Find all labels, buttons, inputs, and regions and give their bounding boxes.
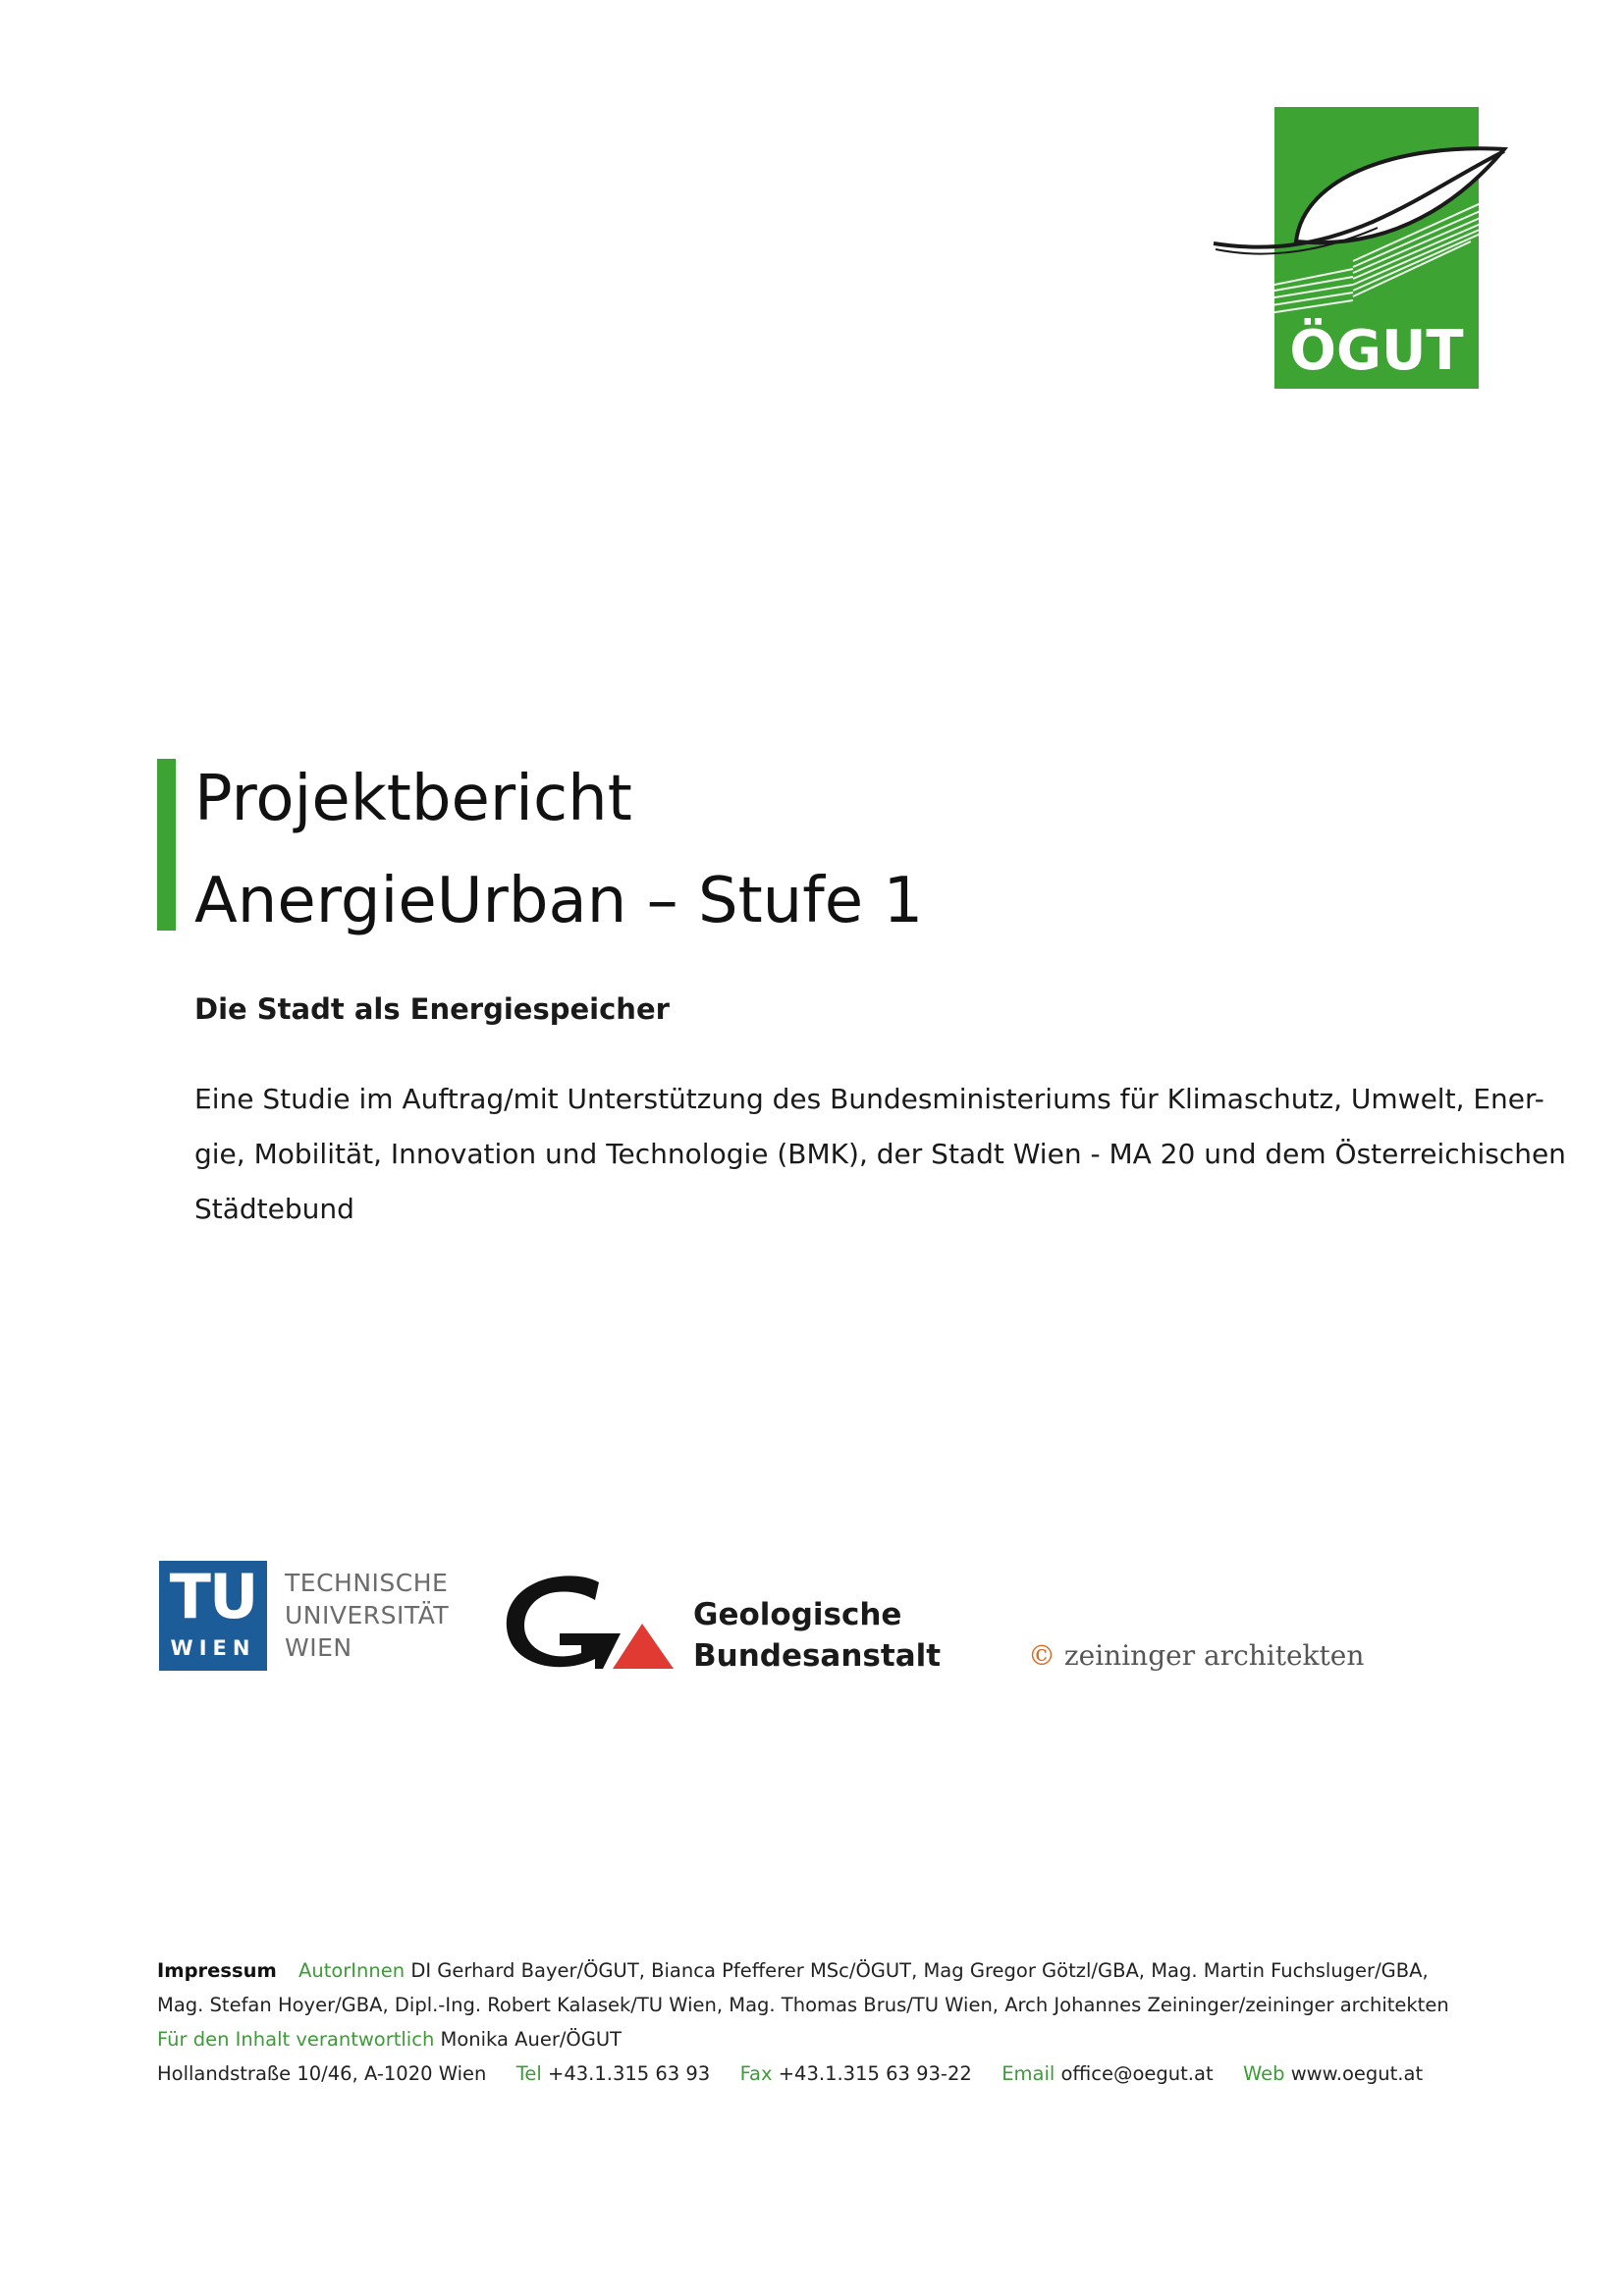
tu-wien-letters: TU — [169, 1561, 257, 1632]
tu-wien-name-line-2: UNIVERSITÄT — [285, 1601, 450, 1629]
gba-mark-icon — [505, 1575, 681, 1673]
impressum — [157, 1953, 1532, 2091]
tu-wien-mark — [159, 1561, 267, 1671]
authors-line-2: Mag. Stefan Hoyer/GBA, Dipl.-Ing. Robert Kalasek/TU Wien, Mag. Thomas Brus/TU Wien, Arch Johannes Zeininger/zeininger architekten — [157, 1994, 1449, 2016]
page-title — [194, 748, 923, 952]
impressum-line-3 — [157, 2022, 1532, 2056]
address: Hollandstraße 10/46, A-1020 Wien — [157, 2062, 487, 2085]
fax-value: +43.1.315 63 93-22 — [778, 2062, 972, 2085]
responsible-label: Für den Inhalt verantwortlich — [157, 2028, 435, 2051]
web-label: Web — [1243, 2062, 1285, 2085]
intro-line-1: Eine Studie im Auftrag/mit Unterstützung des Bundesministeriums für Klimaschutz, Umwelt, Ener- — [194, 1083, 1544, 1115]
zeininger-logo — [1028, 1639, 1364, 1673]
email-link[interactable]: office@oegut.at — [1060, 2062, 1214, 2085]
tu-wien-name — [285, 1567, 449, 1664]
fax-label: Fax — [739, 2062, 773, 2085]
web-link[interactable]: www.oegut.at — [1290, 2062, 1424, 2085]
email-label: Email — [1001, 2062, 1056, 2085]
gba-name — [693, 1594, 941, 1677]
intro-line-3: Städtebund — [194, 1193, 354, 1225]
tu-wien-name-line-3: WIEN — [285, 1633, 352, 1662]
responsible-value: Monika Auer/ÖGUT — [440, 2028, 623, 2051]
gba-name-line-1: Geologische — [693, 1597, 902, 1632]
authors-line-1: DI Gerhard Bayer/ÖGUT, Bianca Pfefferer MSc/ÖGUT, Mag Gregor Götzl/GBA, Mag. Martin Fuchsluger/GBA, — [410, 1959, 1429, 1982]
tel-label: Tel — [515, 2062, 542, 2085]
tu-wien-logo — [157, 1561, 452, 1679]
tu-wien-sub: WIEN — [170, 1636, 256, 1660]
title-accent-bar — [157, 759, 176, 931]
zeininger-name: zeininger architekten — [1063, 1639, 1365, 1672]
copyright-symbol: © — [1028, 1639, 1056, 1672]
intro-line-2: gie, Mobilität, Innovation und Technologie (BMK), der Stadt Wien - MA 20 und dem Österreichischen — [194, 1138, 1566, 1170]
gba-logo — [505, 1575, 942, 1682]
tel-value: +43.1.315 63 93 — [547, 2062, 711, 2085]
tu-wien-name-line-1: TECHNISCHE — [285, 1569, 449, 1597]
impressum-line-1 — [157, 1953, 1532, 1988]
title-line-1: Projektbericht — [194, 763, 632, 835]
intro-paragraph — [194, 1072, 1566, 1237]
impressum-contact-line — [157, 2056, 1532, 2091]
authors-label: AutorInnen — [298, 1959, 406, 1982]
oegut-logo — [1206, 104, 1511, 389]
title-line-2: AnergieUrban – Stufe 1 — [194, 865, 924, 937]
gba-name-line-2: Bundesanstalt — [693, 1638, 942, 1674]
oegut-logo-text: ÖGUT — [1289, 319, 1464, 383]
impressum-heading: Impressum — [157, 1959, 277, 1982]
subtitle: Die Stadt als Energiespeicher — [194, 992, 670, 1026]
